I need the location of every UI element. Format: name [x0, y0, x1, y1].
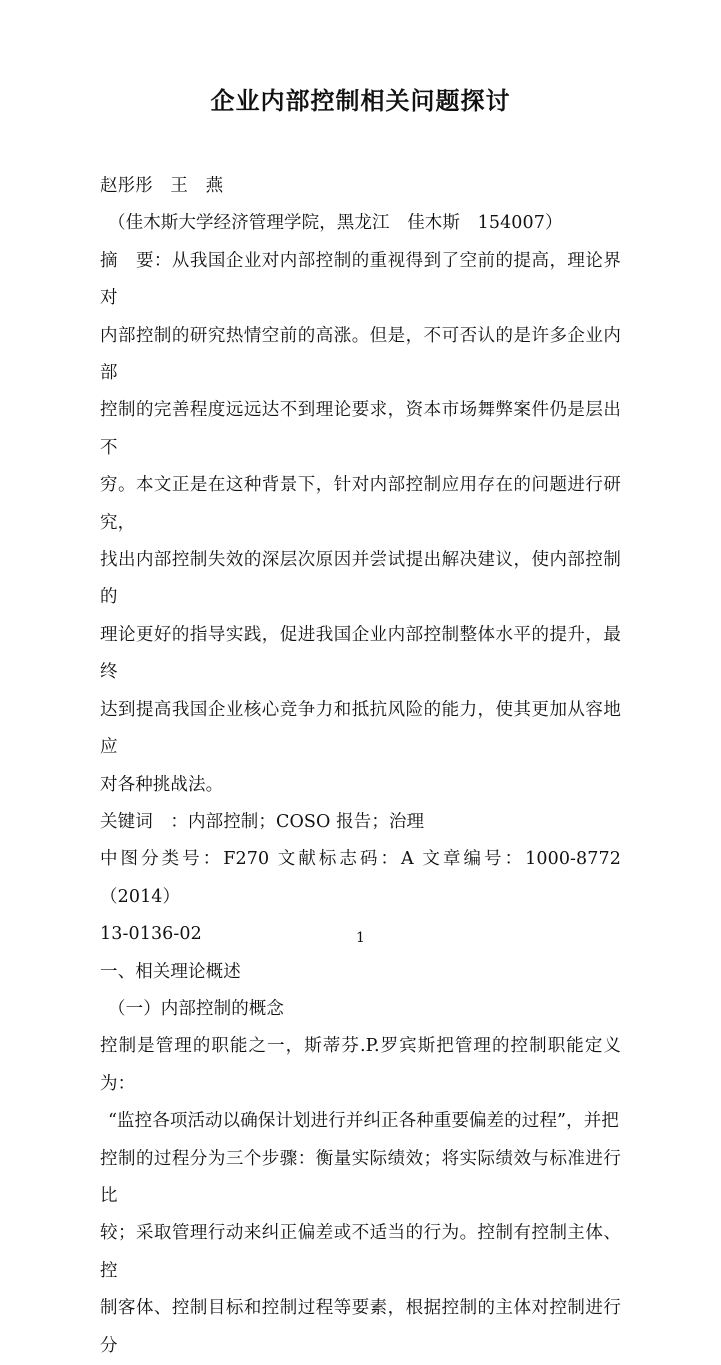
abstract-line: 摘 要：从我国企业对内部控制的重视得到了空前的提高，理论界对: [100, 250, 621, 309]
keywords-line: 关键词 ：内部控制；COSO 报告；治理: [100, 811, 425, 832]
body-paragraph: [100, 1028, 621, 1365]
body-line: 较；采取管理行动来纠正偏差或不适当的行为。控制有控制主体、控: [100, 1223, 621, 1281]
body-line: 控制的过程分为三个步骤：衡量实际绩效；将实际绩效与标准进行比: [100, 1148, 621, 1206]
abstract-line: 理论更好的指导实践，促进我国企业内部控制整体水平的提升，最终: [100, 624, 621, 683]
page-title: 企业内部控制相关问题探讨: [210, 86, 511, 115]
document-body: [100, 70, 621, 1365]
abstract-line: 控制的完善程度远远达不到理论要求，资本市场舞弊案件仍是层出不: [100, 400, 621, 458]
abstract-line: 对各种挑战法。: [100, 774, 224, 795]
subsection-heading: （一）内部控制的概念: [108, 998, 284, 1019]
title-spacer: [100, 118, 621, 168]
section-heading: 一、相关理论概述: [100, 961, 241, 982]
body-line: “监控各项活动以确保计划进行并纠正各种重要偏差的过程”，并把: [108, 1111, 619, 1132]
abstract-line: 内部控制的研究热情空前的高涨。但是，不可否认的是许多企业内部: [100, 325, 621, 384]
page-number: 1: [356, 930, 365, 946]
author-line: 赵彤彤 王 燕: [100, 176, 224, 196]
classification-line: 13-0136-02: [100, 924, 202, 945]
body-line: 制客体、控制目标和控制过程等要素，根据控制的主体对控制进行分: [100, 1298, 621, 1356]
abstract-line: 达到提高我国企业核心竞争力和抵抗风险的能力，使其更加从容地应: [100, 699, 621, 758]
abstract-line: 穷。本文正是在这种背景下，针对内部控制应用存在的问题进行研究，: [100, 475, 621, 533]
classification-line: 中图分类号：F270 文献标志码：A 文章编号：1000-8772（2014）: [100, 849, 621, 907]
body-line: 控制是管理的职能之一，斯蒂芬.P.罗宾斯把管理的控制职能定义为：: [100, 1036, 621, 1094]
affiliation-line: （佳木斯大学经济管理学院，黑龙江 佳木斯 154007）: [108, 213, 563, 234]
abstract-block: [100, 243, 621, 804]
abstract-line: 找出内部控制失效的深层次原因并尝试提出解决建议，使内部控制的: [100, 550, 621, 608]
